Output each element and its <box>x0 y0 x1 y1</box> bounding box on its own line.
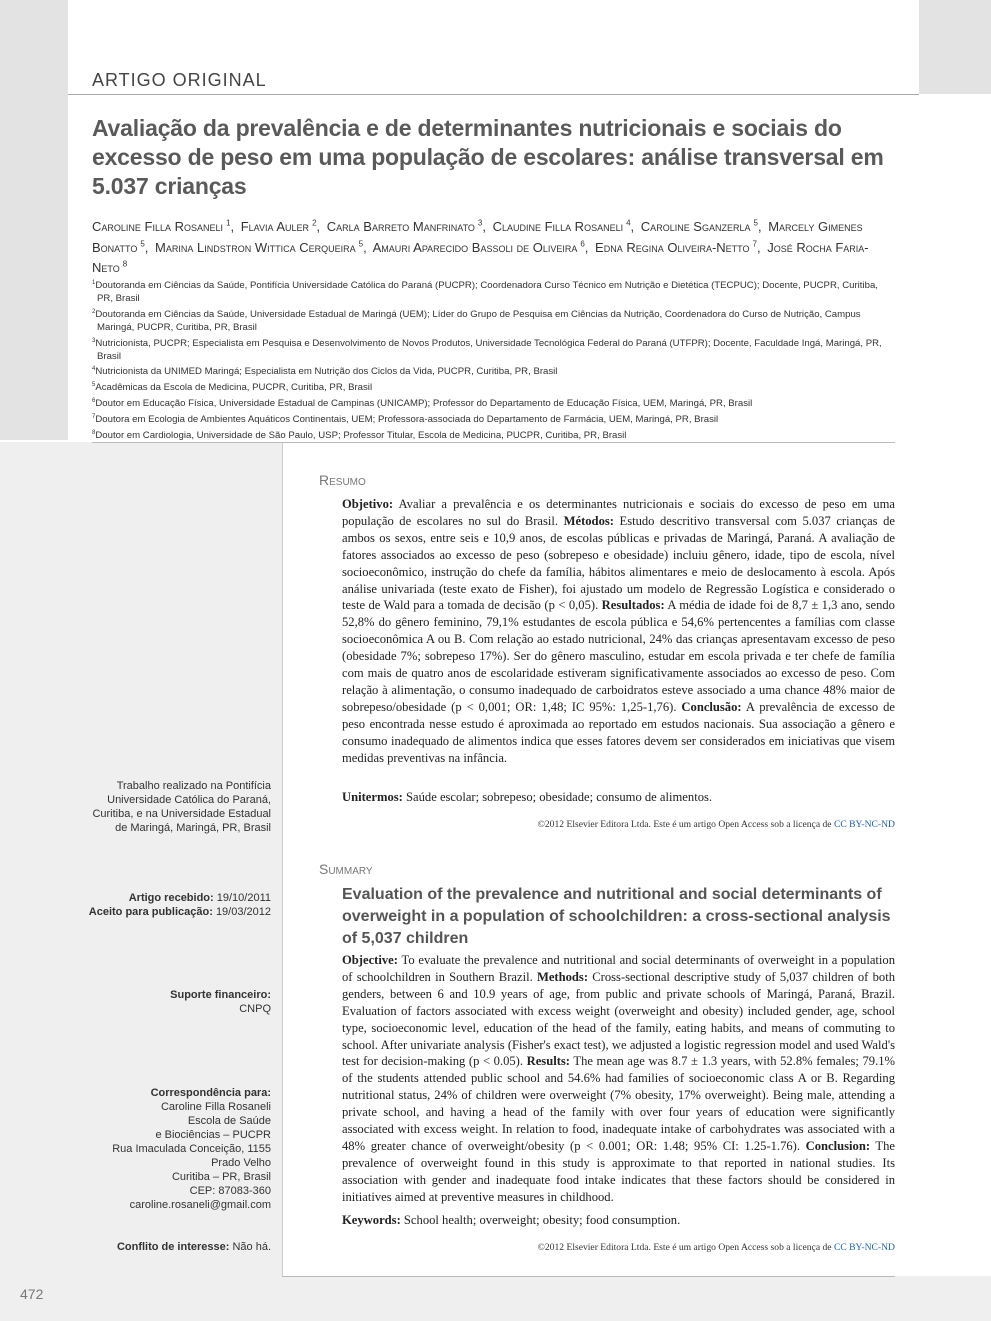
resumo-abstract: Objetivo: Avaliar a prevalência e os determinantes nutricionais e sociais do excesso de peso em uma população de escolares no sul do Brasil. Métodos: Estudo descritivo transversal com 5.037 crianças de ambos os sexos, entre seis e 10,9 anos, de escolas públicas e privadas de Maringá, Paraná. A avaliação de fatores associados ao excesso de peso (sobrepeso e obesidade) incluiu gênero, idade, tipo de escola, nível socioeconômico, instrução do chefe da família, hábitos alimentares e meio de deslocamento à escola. Após análise univariada (teste exato de Fisher), foi ajustado um modelo de Regressão Logística e considerado o teste de Wald para a tomada de decisão (p < 0,05). Resultados: A média de idade foi de 8,7 ± 1,3 ano, sendo 52,8% do gênero feminino, 79,1% estudantes de escola pública e 54,6% pertencentes a famílias com classe socioeconômica A ou B. Com relação ao estado nutricional, 24% das crianças apresentavam excesso de peso (obesidade 7%; sobrepeso 17%). Ser do gênero masculino, estudar em escola privada e ter chefe de família com mais de quatro anos de escolaridade estiveram significativamente associados ao excesso de peso. Com relação à alimentação, o consumo inadequado de carboidratos esteve associado a uma chance 48% maior de sobrepeso/obesidade (p < 0,001; OR: 1,48; IC 95%: 1,25-1,76). Conclusão: A prevalência de excesso de peso encontrada nesse estudo é aproximada ao reportado em estudos nacionais. Sua associação a gênero e consumo inadequado de alimentos indica que esses fatores devem ser considerados em iniciativas que visem medidas preventivas na infância. <box>342 497 895 765</box>
email-link[interactable]: caroline.rosaneli@gmail.com <box>129 1199 271 1211</box>
affiliation: $^7$Doutora em Ecologia de Ambientes Aquáticos Continentais, UEM; Professora-associada do Departamento de Farmácia, UEM, Maringá, PR, Brasil <box>92 414 719 426</box>
accepted-date: Aceito para publicação: 19/03/2012 <box>88 906 271 918</box>
header-rule <box>68 94 919 95</box>
page-number: 472 <box>20 1286 44 1302</box>
column-divider <box>282 442 283 1276</box>
footer-rule <box>282 1276 895 1277</box>
conflict-of-interest: Conflito de interesse: Não há. <box>116 1241 271 1253</box>
author: Flavia Auler $^2$, <box>240 219 321 235</box>
article-title: Avaliação da prevalência e de determinantes nutricionais e sociais do excesso de peso em uma população de escolares: análise transversal em 5.037 crianças <box>92 115 884 199</box>
resumo-copyright: ©2012 Elsevier Editora Ltda. Este é um artigo Open Access sob a licença de CC BY-NC-ND <box>537 819 895 830</box>
affiliation: $^3$Nutricionista, PUCPR; Especialista em Pesquisa e Desenvolvimento de Novos Produtos, Universidade Tecnológica Federal do Paraná (UTFPR); Docente, Faculdade Ingá, Maringá, PR, Brasil <box>92 337 882 362</box>
affiliation: $^5$Acadêmicas da Escola de Medicina, PUCPR, Curitiba, PR, Brasil <box>92 382 373 394</box>
summary-title: Evaluation of the prevalence and nutritional and social determinants of overweight in a population of schoolchildren: a cross-sectional analysis of 5,037 children <box>342 886 891 947</box>
summary-abstract: Objective: To evaluate the prevalence and nutritional and social determinants of overweight in a population of schoolchildren in Southern Brazil. Methods: Cross-sectional descriptive study of 5,037 children of both genders, between 6 and 10.9 years of age, from public and private schools of Maringá, Paraná, Brazil. Evaluation of factors associated with excess weight (overweight and obesity) included gender, age, school type, socioeconomic level, education of the head of the family, eating habits, and means of commuting to school. After univariate analysis (Fisher's exact test), we adjusted a logistic regression model and used Wald's test for decision-making (p < 0.05). Results: The mean age was 8.7 ± 1.3 years, with 52.8% females; 79.1% of the students attended public school and 54.6% had families of socioeconomic class A or B. Regarding nutritional status, 24% of children were overweight (7% obesity, 17% overweight). Being male, attending a private school, and having a head of the family with over four years of education were significantly associated with excess weight. In relation to food, inadequate intake of carbohydrates was associated with a 48% greater chance of overweight/obesity (p < 0.001; OR: 1.48; 95% CI: 1.25-1.76). Conclusion: The prevalence of overweight found in this study is approximate to that reported in national studies. Its association with gender and inadequate food intake indicates that these factors should be considered in initiatives aimed at preventive measures in childhood. <box>342 953 896 1204</box>
author: Caroline Sganzerla $^5$, <box>640 219 762 235</box>
correspondence: Correspondência para: Caroline Filla Rosaneli Escola de Saúde e Biociências – PUCPR Rua Imaculada Conceição, 1155 Prado Velho Curitiba – PR, Brasil CEP: 87083-360 caroline.rosaneli@gmail.com <box>80 1086 271 1212</box>
author: Carla Barreto Manfrinato $^3$, <box>326 219 486 235</box>
summary-copyright: ©2012 Elsevier Editora Ltda. Este é um artigo Open Access sob a licença de CC BY-NC-ND <box>537 1242 895 1253</box>
funding: Suporte financeiro: CNPQ <box>170 989 271 1015</box>
affiliation: $^6$Doutor em Educação Física, Universidade Estadual de Campinas (UNICAMP); Professor do Departamento de Educação Física, UEM, Maringá, PR, Brasil <box>92 398 753 410</box>
author: José Rocha Faria-Neto $^8$ <box>92 239 869 275</box>
license-link[interactable]: CC BY-NC-ND <box>833 1242 895 1253</box>
author: Marina Lindstron Wittica Cerqueira $^5$, <box>155 239 367 255</box>
author: Marcely Gimenes Bonatto $^5$, <box>92 219 863 255</box>
author: Amauri Aparecido Bassoli de Oliveira $^6$, <box>372 239 589 255</box>
license-link[interactable]: CC BY-NC-ND <box>833 819 895 830</box>
affiliation: $^1$Doutoranda em Ciências da Saúde, Pontifícia Universidade Católica do Paraná (PUCPR); Coordenadora Curso Técnico em Nutrição e Dietética (TECPUC); Docente, PUCPR, Curitiba, PR, Brasil <box>92 280 878 304</box>
summary-heading: Summary <box>319 861 373 877</box>
affiliation: $^4$Nutricionista da UNIMED Maringá; Especialista em Nutrição dos Ciclos da Vida, PUCPR, Curitiba, PR, Brasil <box>92 366 558 378</box>
section-label: ARTIGO ORIGINAL <box>92 70 267 90</box>
author: Claudine Filla Rosaneli $^4$, <box>492 219 635 235</box>
affiliation: $^8$Doutor em Cardiologia, Universidade de São Paulo, USP; Professor Titular, Escola de Medicina, PUCPR, Curitiba, PR, Brasil <box>92 430 627 442</box>
work-location: Trabalho realizado na Pontifícia Universidade Católica do Paraná, Curitiba, e na Universidade Estadual de Maringá, Maringá, PR, Brasil <box>92 780 271 834</box>
affiliation-rule <box>92 442 895 443</box>
footer-band <box>0 1276 991 1321</box>
received-date: Artigo recebido: 19/10/2011 <box>128 892 271 904</box>
right-decor-band <box>919 0 991 94</box>
resumo-keywords: Unitermos: Saúde escolar; sobrepeso; obesidade; consumo de alimentos. <box>342 790 713 804</box>
author: Edna Regina Oliveira-Netto $^7$, <box>595 239 761 255</box>
left-decor-band <box>0 0 68 440</box>
affiliations <box>92 277 892 443</box>
summary-keywords: Keywords: School health; overweight; obesity; food consumption. <box>342 1213 681 1227</box>
author-list <box>92 215 902 276</box>
affiliation: $^2$Doutoranda em Ciências da Saúde, Universidade Estadual de Maringá (UEM); Líder do Grupo de Pesquisa em Ciências da Nutrição, Coordenadora do Curso de Nutrição, Campus Maringá, PUCPR, Curitiba, PR, Brasil <box>92 308 861 333</box>
author: Caroline Filla Rosaneli $^1$, <box>92 219 235 235</box>
resumo-heading: Resumo <box>319 472 366 488</box>
